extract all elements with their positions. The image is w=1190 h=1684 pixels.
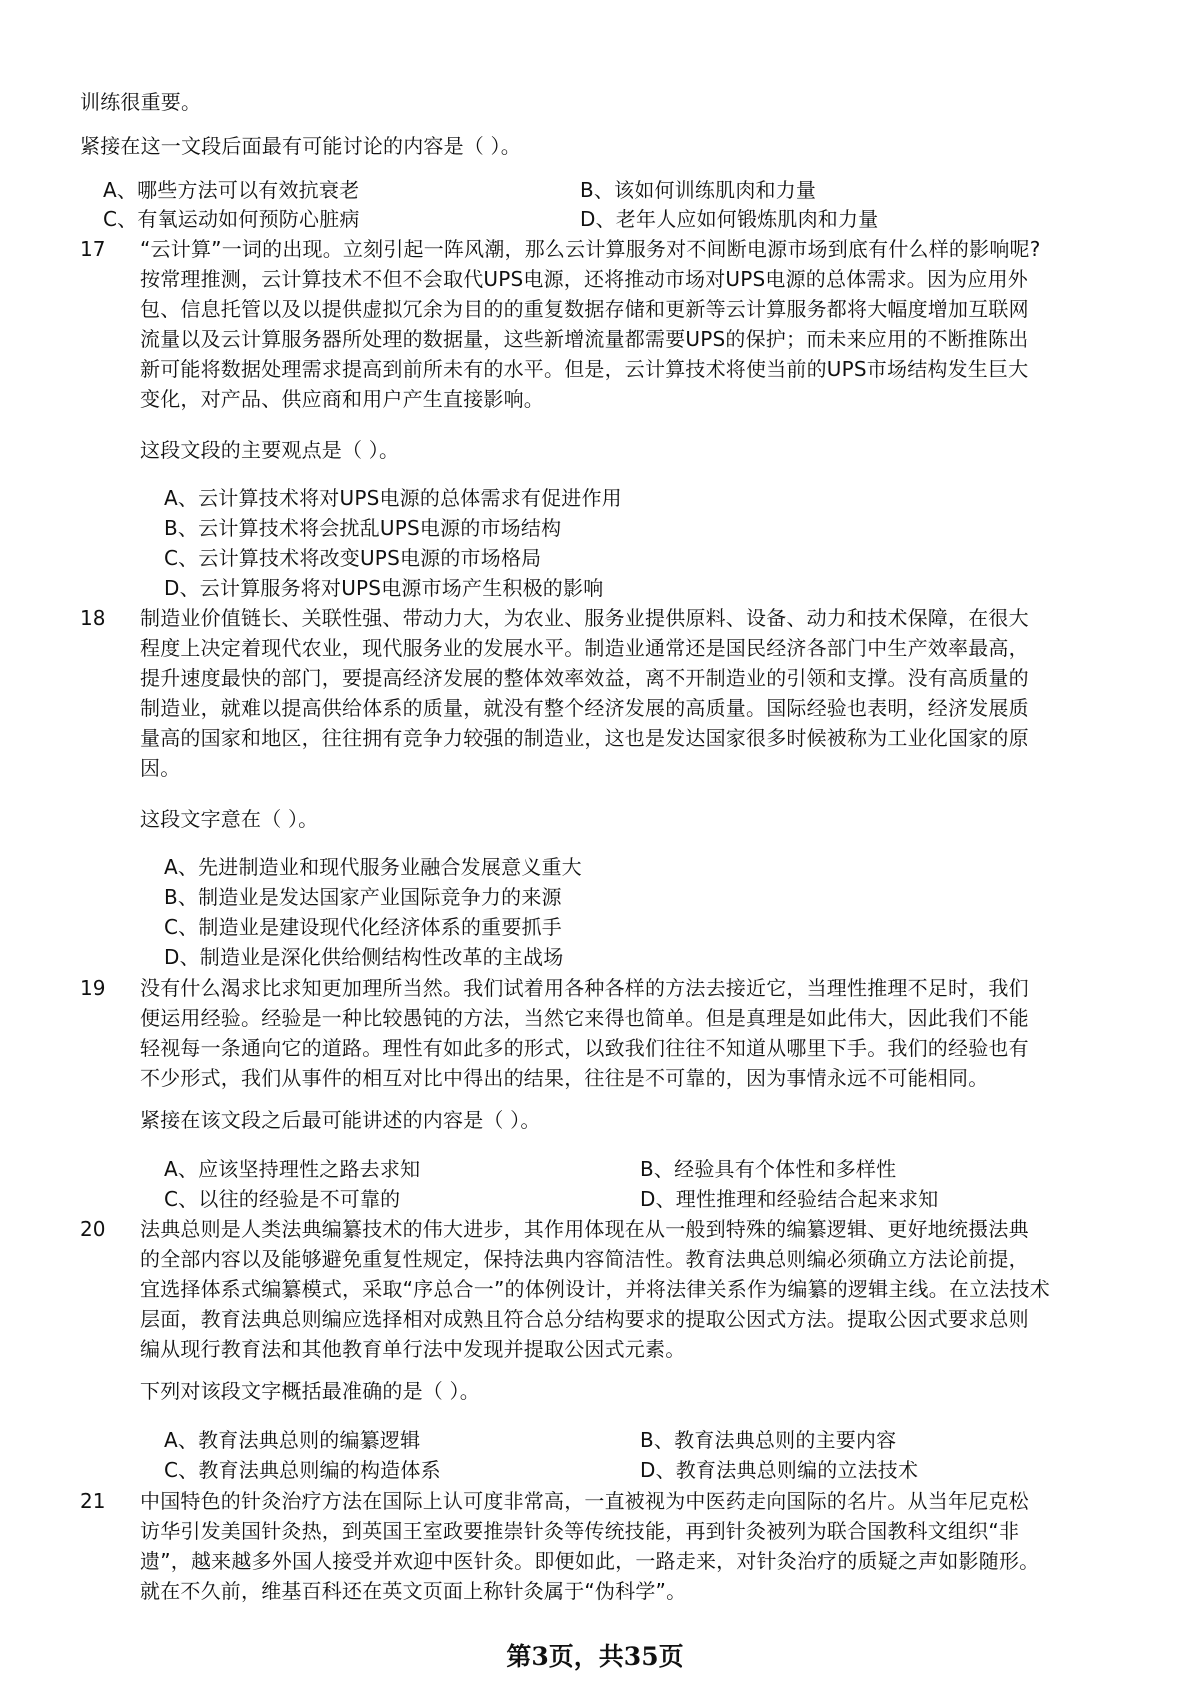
passage-line: 遗”，越来越多外国人接受并欢迎中医针灸。即便如此，一路走来，对针灸治疗的质疑之声如影随形。 [140, 1549, 1040, 1573]
passage-line: 法典总则是人类法典编纂技术的伟大进步，其作用体现在从一般到特殊的编纂逻辑、更好地统摄法典 [140, 1217, 1029, 1241]
option-d: D、制造业是深化供给侧结构性改革的主战场 [164, 945, 564, 969]
passage-line: 层面，教育法典总则编应选择相对成熟且符合总分结构要求的提取公因式方法。提取公因式要求总则 [140, 1307, 1029, 1331]
passage-line: 便运用经验。经验是一种比较愚钝的方法，当然它来得也简单。但是真理是如此伟大，因此我们不能 [140, 1006, 1029, 1030]
option-a: A、云计算技术将对UPS电源的总体需求有促进作用 [164, 486, 622, 510]
option-c: C、以往的经验是不可靠的 [164, 1187, 401, 1211]
option-a: A、教育法典总则的编纂逻辑 [164, 1428, 421, 1452]
question-number: 20 [80, 1217, 106, 1241]
option-c: C、有氧运动如何预防心脏病 [103, 207, 360, 231]
passage-line: 中国特色的针灸治疗方法在国际上认可度非常高，一直被视为中医药走向国际的名片。从当年尼克松 [140, 1489, 1029, 1513]
passage-line: 不少形式，我们从事件的相互对比中得出的结果，往往是不可靠的，因为事情永远不可能相同。 [140, 1066, 989, 1090]
passage-line: 轻视每一条通向它的道路。理性有如此多的形式，以致我们往往不知道从哪里下手。我们的经验也有 [140, 1036, 1029, 1060]
question-number: 18 [80, 606, 106, 630]
passage-line: “云计算”一词的出现。立刻引起一阵风潮，那么云计算服务对不间断电源市场到底有什么样的影响呢? [140, 237, 1041, 261]
option-b: B、教育法典总则的主要内容 [640, 1428, 897, 1452]
passage-line: 没有什么渴求比求知更加理所当然。我们试着用各种各样的方法去接近它，当理性推理不足时，我们 [140, 976, 1029, 1000]
question-stem: 这段文段的主要观点是（ ）。 [140, 438, 400, 462]
passage-line: 变化，对产品、供应商和用户产生直接影响。 [140, 387, 544, 411]
option-b: B、云计算技术将会扰乱UPS电源的市场结构 [164, 516, 562, 540]
passage-line: 流量以及云计算服务器所处理的数据量，这些新增流量都需要UPS的保护；而未来应用的不断推陈出 [140, 327, 1029, 351]
option-d: D、老年人应如何锻炼肌肉和力量 [580, 207, 879, 231]
passage-line: 就在不久前，维基百科还在英文页面上称针灸属于“伪科学”。 [140, 1579, 687, 1603]
passage-line: 提升速度最快的部门，要提高经济发展的整体效率效益，离不开制造业的引领和支撑。没有高质量的 [140, 666, 1029, 690]
passage-line: 因。 [140, 756, 181, 780]
option-b: B、经验具有个体性和多样性 [640, 1157, 897, 1181]
passage-line: 访华引发美国针灸热，到英国王室政要推崇针灸等传统技能，再到针灸被列为联合国教科文组织“非 [140, 1519, 1020, 1543]
passage-line: 制造业，就难以提高供给体系的质量，就没有整个经济发展的高质量。国际经验也表明，经济发展质 [140, 696, 1029, 720]
passage-line: 编从现行教育法和其他教育单行法中发现并提取公因式元素。 [140, 1337, 686, 1361]
question-stem: 紧接在这一文段后面最有可能讨论的内容是（ ）。 [80, 134, 521, 158]
passage-line: 按常理推测，云计算技术不但不会取代UPS电源，还将推动市场对UPS电源的总体需求。因为应用外 [140, 267, 1028, 291]
passage-line: 的全部内容以及能够避免重复性规定，保持法典内容简洁性。教育法典总则编必须确立方法论前提， [140, 1247, 1029, 1271]
question-stem: 紧接在该文段之后最可能讲述的内容是（ ）。 [140, 1108, 541, 1132]
question-number: 17 [80, 237, 106, 261]
page-number: 第3页，共35页 [506, 1642, 684, 1671]
option-a: A、先进制造业和现代服务业融合发展意义重大 [164, 855, 582, 879]
passage-line: 程度上决定着现代农业，现代服务业的发展水平。制造业通常还是国民经济各部门中生产效率最高， [140, 636, 1029, 660]
option-a: A、应该坚持理性之路去求知 [164, 1157, 421, 1181]
passage-line: 包、信息托管以及以提供虚拟冗余为目的的重复数据存储和更新等云计算服务都将大幅度增加互联网 [140, 297, 1029, 321]
passage-line: 制造业价值链长、关联性强、带动力大，为农业、服务业提供原料、设备、动力和技术保障，在很大 [140, 606, 1029, 630]
option-c: C、云计算技术将改变UPS电源的市场格局 [164, 546, 542, 570]
option-a: A、哪些方法可以有效抗衰老 [103, 178, 360, 202]
option-d: D、教育法典总则编的立法技术 [640, 1458, 919, 1482]
option-b: B、制造业是发达国家产业国际竞争力的来源 [164, 885, 562, 909]
question-stem: 下列对该段文字概括最准确的是（ ）。 [140, 1379, 480, 1403]
question-number: 19 [80, 976, 106, 1000]
option-c: C、教育法典总则编的构造体系 [164, 1458, 441, 1482]
option-d: D、理性推理和经验结合起来求知 [640, 1187, 939, 1211]
passage-tail: 训练很重要。 [80, 90, 202, 114]
option-c: C、制造业是建设现代化经济体系的重要抓手 [164, 915, 562, 939]
option-d: D、云计算服务将对UPS电源市场产生积极的影响 [164, 576, 604, 600]
option-b: B、该如何训练肌肉和力量 [580, 178, 817, 202]
question-number: 21 [80, 1489, 106, 1513]
passage-line: 量高的国家和地区，往往拥有竞争力较强的制造业，这也是发达国家很多时候被称为工业化国家的原 [140, 726, 1029, 750]
passage-line: 新可能将数据处理需求提高到前所未有的水平。但是，云计算技术将使当前的UPS市场结构发生巨大 [140, 357, 1029, 381]
question-stem: 这段文字意在（ ）。 [140, 807, 319, 831]
passage-line: 宜选择体系式编纂模式，采取“序总合一”的体例设计，并将法律关系作为编纂的逻辑主线。在立法技术 [140, 1277, 1050, 1301]
